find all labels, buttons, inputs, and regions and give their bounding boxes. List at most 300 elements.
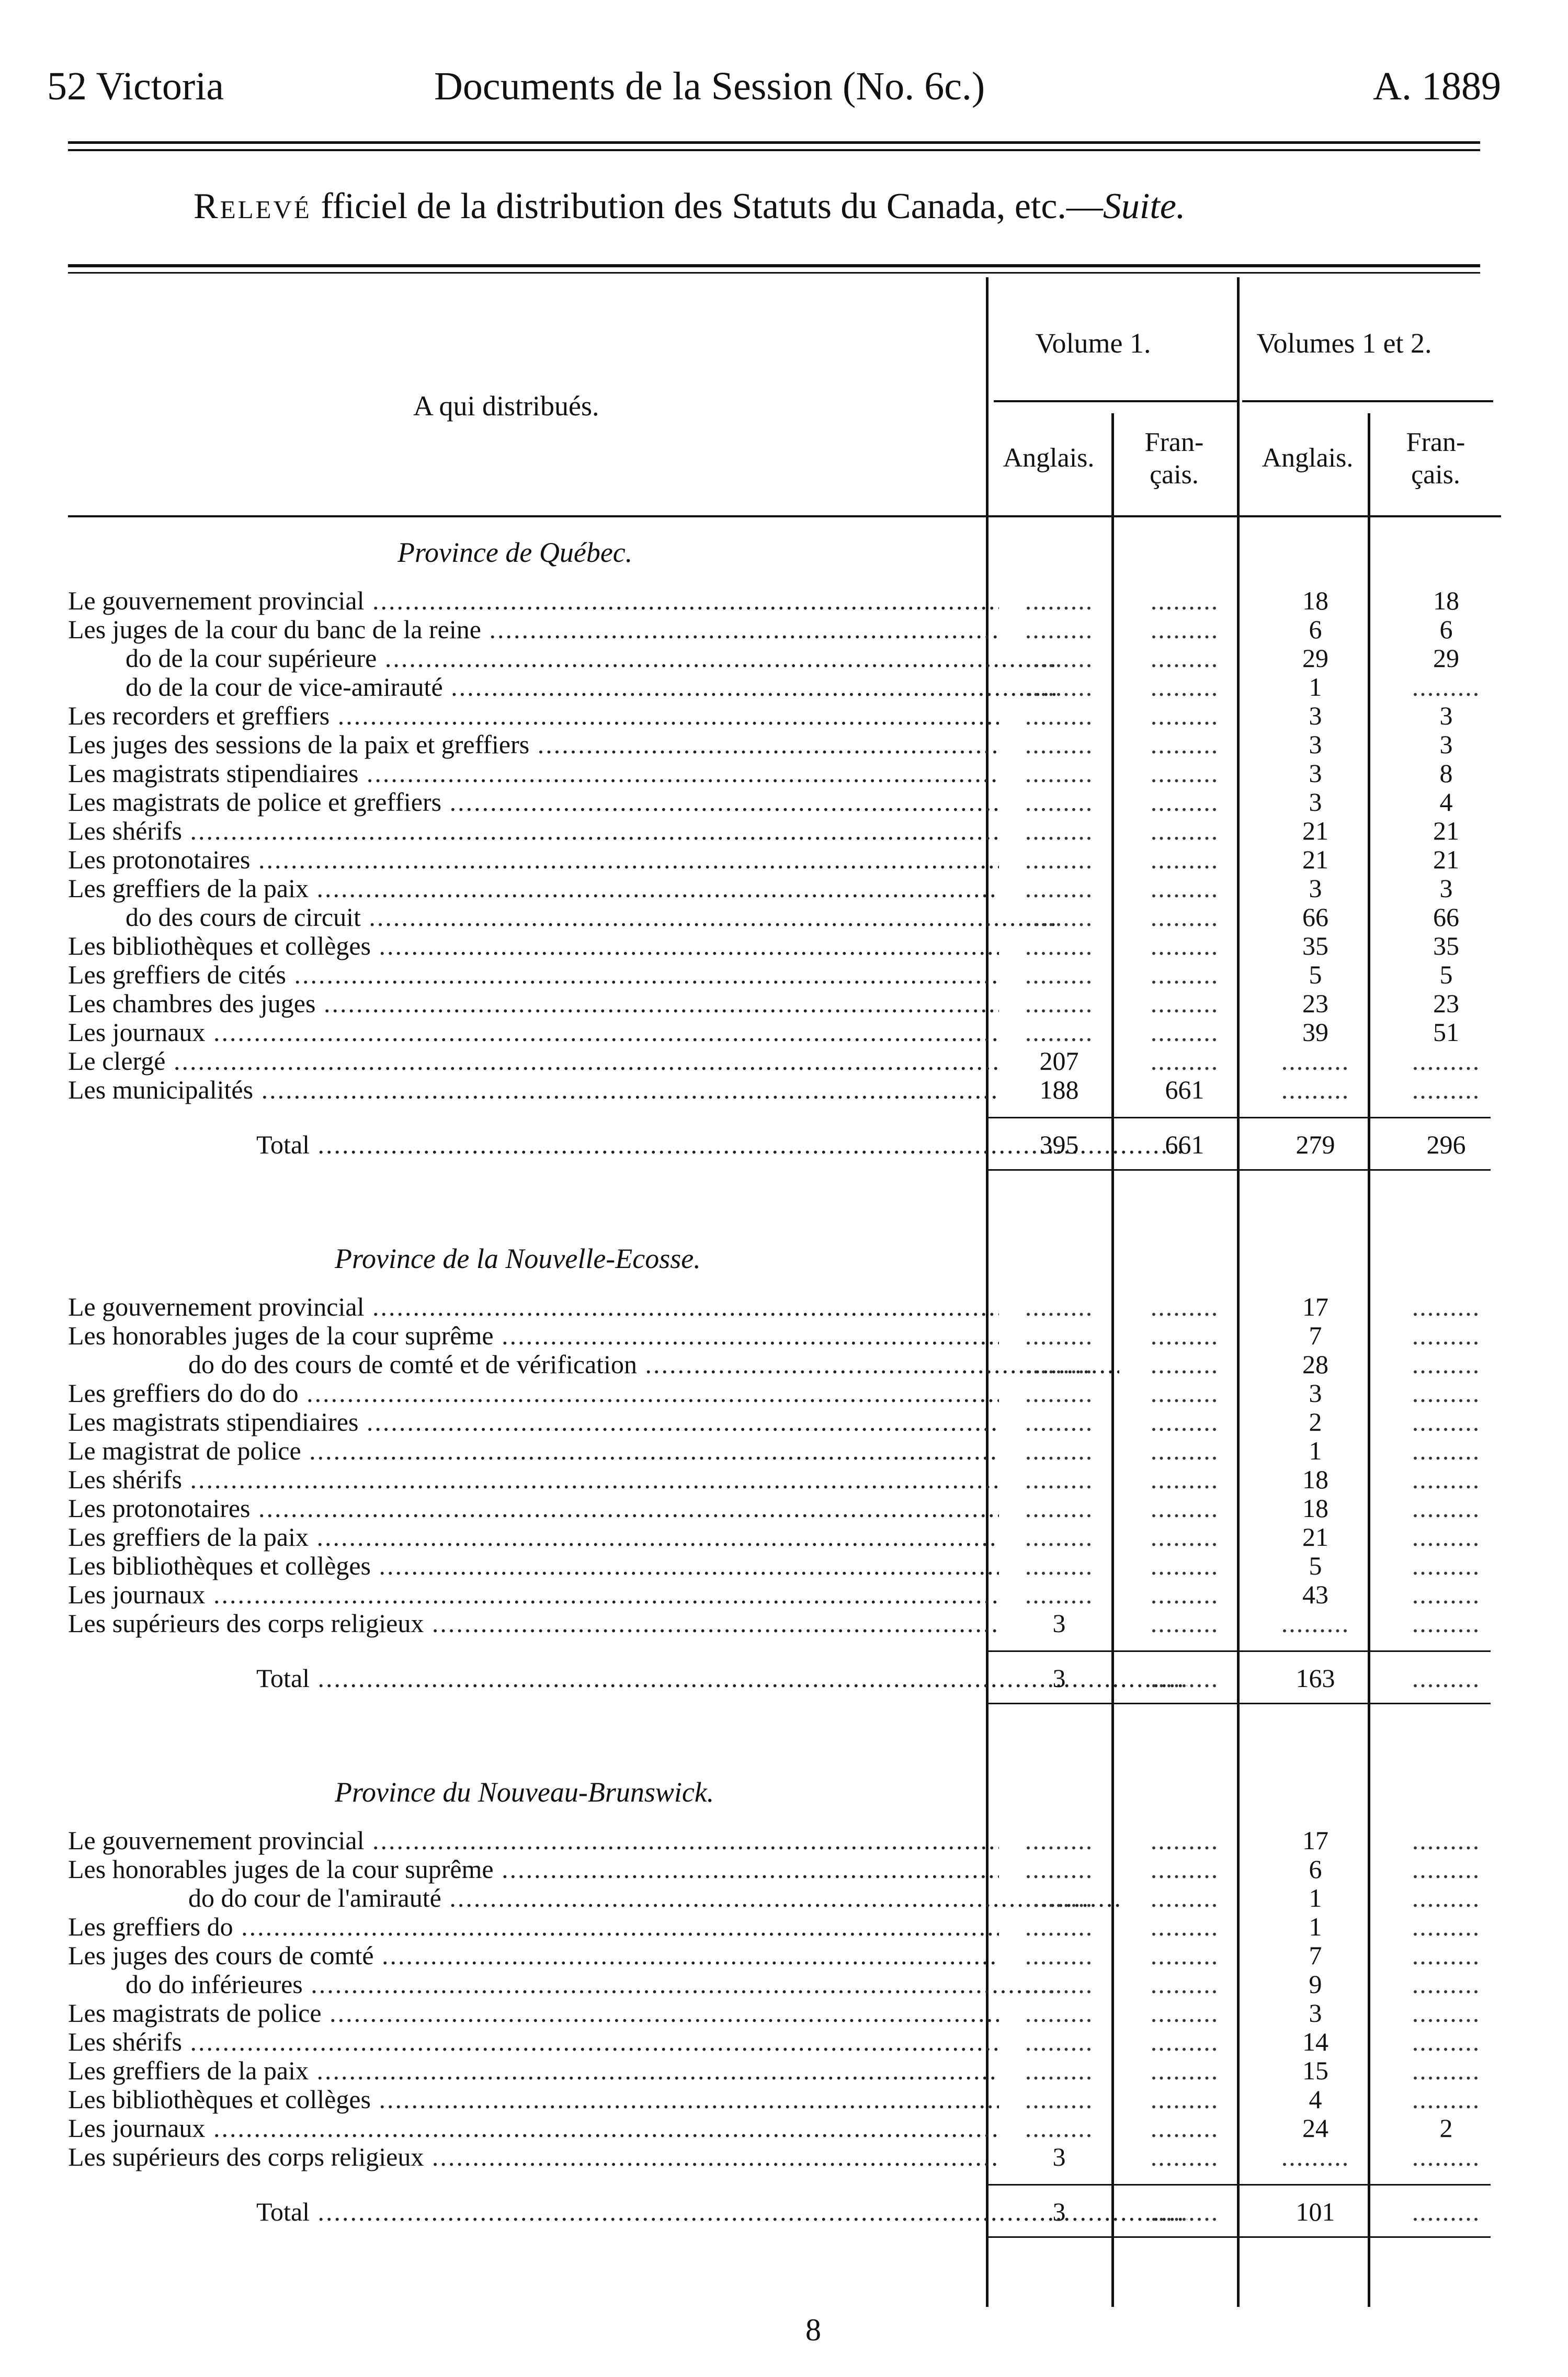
row-label: [68, 672, 1056, 701]
row-leader-dots: .........: [1150, 816, 1219, 845]
row-label: [68, 960, 999, 989]
row-label-text: Les magistrats stipendiaires .....: [68, 1407, 999, 1436]
table-row: [68, 730, 1491, 759]
row-leader-dots: .........: [1412, 1321, 1481, 1350]
total-bottom-rule: [988, 1703, 1491, 1704]
row-leader-dots: .........: [1150, 960, 1219, 989]
row-value: 9: [1309, 1969, 1322, 1999]
section-title: Province de la Nouvelle-Ecosse.: [335, 1243, 701, 1274]
table-row: [68, 1998, 1491, 2028]
row-leader-dots: .........: [1150, 615, 1219, 644]
table-row: [68, 2142, 1491, 2171]
table-row: [68, 1321, 1491, 1350]
total-value: 661: [1165, 1130, 1205, 1159]
row-leader-dots: .........: [1025, 1941, 1094, 1970]
group-header-volume1: Volume 1.: [1035, 327, 1151, 359]
row-leader-dots: .........: [1150, 931, 1219, 960]
row-leader-dots: .........: [1150, 1493, 1219, 1523]
row-leader-dots: .........: [1150, 2027, 1219, 2056]
row-value: 6: [1309, 615, 1322, 644]
row-label: [68, 1912, 999, 1941]
row-value: 51: [1433, 1017, 1459, 1047]
row-leader-dots: .........: [1150, 2142, 1219, 2171]
row-label-text: Le gouvernement provincial .....: [68, 586, 999, 615]
row-value: 3: [1439, 701, 1453, 730]
row-leader-dots: .........: [1412, 1969, 1481, 1999]
row-value: 66: [1302, 902, 1328, 932]
row-leader-dots: .........: [1412, 1551, 1481, 1580]
title-lead: Relevé: [194, 186, 312, 227]
row-leader-dots: .........: [1150, 845, 1219, 874]
row-label-text: Les shérifs .....: [68, 1465, 999, 1494]
table-row: [68, 2085, 1491, 2114]
row-label-text: do do des cours de comté et de vérification .....: [188, 1350, 1119, 1379]
total-leader-dots: .........: [1412, 2197, 1481, 2226]
row-label-text: Les bibliothèques et collèges .....: [68, 2085, 999, 2114]
row-value: 2: [1439, 2113, 1453, 2143]
row-label: [68, 2142, 999, 2171]
row-leader-dots: .........: [1150, 759, 1219, 788]
row-leader-dots: .........: [1412, 2085, 1481, 2114]
row-leader-dots: .........: [1150, 1522, 1219, 1552]
row-leader-dots: .........: [1150, 1378, 1219, 1408]
row-label-text: Les recorders et greffiers .....: [68, 701, 999, 730]
total-row: [68, 1663, 1491, 1693]
row-value: 14: [1302, 2027, 1328, 2056]
table-row: [68, 1075, 1491, 1104]
row-label-text: Le gouvernement provincial .....: [68, 1826, 999, 1855]
row-label-text: Le gouvernement provincial .....: [68, 1292, 999, 1321]
table-row: [68, 2056, 1491, 2085]
row-label: [68, 1378, 999, 1408]
row-leader-dots: .........: [1025, 615, 1094, 644]
col-header-anglais-2: Anglais.: [1262, 443, 1354, 473]
row-label: [68, 759, 999, 788]
row-label: [68, 1436, 999, 1465]
row-leader-dots: .........: [1150, 1580, 1219, 1609]
row-leader-dots: .........: [1281, 1609, 1350, 1638]
row-leader-dots: .........: [1025, 2085, 1094, 2114]
total-value: 3: [1052, 2197, 1066, 2226]
table-row: [68, 787, 1491, 817]
row-label: [68, 1075, 999, 1104]
row-leader-dots: .........: [1150, 701, 1219, 730]
row-leader-dots: .........: [1025, 1465, 1094, 1494]
row-leader-dots: .........: [1025, 759, 1094, 788]
table-title: [194, 183, 1449, 230]
row-leader-dots: .........: [1025, 1350, 1094, 1379]
row-leader-dots: .........: [1025, 1912, 1094, 1941]
row-label: [68, 701, 999, 730]
row-label-text: do de la cour de vice-amirauté .....: [126, 672, 1056, 701]
row-value: 35: [1302, 931, 1328, 960]
row-value: 2: [1309, 1407, 1322, 1436]
row-leader-dots: .........: [1025, 1969, 1094, 1999]
row-value: 39: [1302, 1017, 1328, 1047]
row-label-text: Les greffiers de la paix .....: [68, 1522, 999, 1552]
row-leader-dots: .........: [1150, 989, 1219, 1018]
row-leader-dots: .........: [1025, 2027, 1094, 2056]
total-leader-dots: .........: [1150, 2197, 1219, 2226]
row-leader-dots: .........: [1150, 1912, 1219, 1941]
row-leader-dots: .........: [1025, 1522, 1094, 1552]
row-leader-dots: .........: [1412, 1854, 1481, 1884]
row-value: 1: [1309, 672, 1322, 701]
total-rule: [988, 1650, 1491, 1652]
row-label: [68, 2113, 999, 2143]
row-label: [68, 586, 999, 615]
row-value: 3: [1309, 701, 1322, 730]
table-row: [68, 701, 1491, 730]
row-label-text: Les magistrats de police et greffiers .....: [68, 787, 999, 817]
table-row: [68, 1350, 1491, 1379]
row-leader-dots: .........: [1150, 1609, 1219, 1638]
page-header: [47, 63, 1501, 110]
row-value: 23: [1433, 989, 1459, 1018]
total-value: 279: [1296, 1130, 1335, 1159]
total-bottom-rule: [988, 1169, 1491, 1171]
total-value: 101: [1296, 2197, 1335, 2226]
table-row: [68, 2027, 1491, 2056]
row-leader-dots: .........: [1025, 1854, 1094, 1884]
row-leader-dots: .........: [1150, 1407, 1219, 1436]
table-row: [68, 1609, 1491, 1638]
row-leader-dots: .........: [1150, 1046, 1219, 1076]
row-label: [68, 730, 999, 759]
header-session: 52 Victoria: [47, 64, 224, 108]
row-leader-dots: .........: [1150, 1551, 1219, 1580]
row-label-text: Le clergé .....: [68, 1046, 999, 1076]
row-leader-dots: .........: [1025, 960, 1094, 989]
row-leader-dots: .........: [1412, 1493, 1481, 1523]
row-label-text: Les municipalités .....: [68, 1075, 999, 1104]
row-value: 7: [1309, 1941, 1322, 1970]
row-value: 3: [1309, 1378, 1322, 1408]
row-value: 3: [1309, 759, 1322, 788]
row-label: [68, 643, 1056, 673]
header-bottom-rule: [68, 515, 1501, 517]
row-label-text: Les greffiers do do do .....: [68, 1378, 999, 1408]
table-row: [68, 1551, 1491, 1580]
row-leader-dots: .........: [1025, 1551, 1094, 1580]
row-label-text: Les greffiers de la paix .....: [68, 2056, 999, 2085]
table-row: [68, 1017, 1491, 1047]
row-value: 17: [1302, 1292, 1328, 1321]
row-leader-dots: .........: [1025, 701, 1094, 730]
row-label-text: Les chambres des juges .....: [68, 989, 999, 1018]
row-value: 207: [1039, 1046, 1079, 1076]
table-row: [68, 586, 1491, 615]
row-leader-dots: .........: [1025, 931, 1094, 960]
total-value: 395: [1039, 1130, 1079, 1159]
total-bottom-rule: [988, 2236, 1491, 2238]
col-header-francais-2: [1373, 426, 1498, 491]
row-label: [68, 1551, 999, 1580]
row-label: [68, 1350, 1119, 1379]
table-row: [68, 1378, 1491, 1408]
row-leader-dots: .........: [1412, 1436, 1481, 1465]
row-value: 1: [1309, 1436, 1322, 1465]
row-leader-dots: .........: [1025, 1407, 1094, 1436]
row-value: 18: [1302, 1493, 1328, 1523]
row-leader-dots: .........: [1025, 787, 1094, 817]
title-rest: fficiel de la distribution des Statuts du Canada, etc.—: [311, 186, 1103, 227]
group-header-volumes12: Volumes 1 et 2.: [1256, 327, 1432, 359]
row-label: [68, 1407, 999, 1436]
row-label-text: Les magistrats de police .....: [68, 1998, 999, 2028]
row-label: [68, 1941, 999, 1970]
table-row: [68, 1941, 1491, 1970]
table-row: [68, 1493, 1491, 1523]
row-label: [68, 615, 999, 644]
row-leader-dots: .........: [1281, 1075, 1350, 1104]
col-header-francais-line2: çais.: [1150, 460, 1199, 490]
table-row: [68, 960, 1491, 989]
section-title: Province de Québec.: [397, 537, 633, 568]
row-value: 23: [1302, 989, 1328, 1018]
row-value: 3: [1309, 787, 1322, 817]
row-label: [68, 1321, 999, 1350]
table-row: [68, 1292, 1491, 1321]
row-leader-dots: .........: [1412, 2056, 1481, 2085]
table-row: [68, 1522, 1491, 1552]
col-header-francais-line1: Fran-: [1144, 427, 1204, 457]
row-label: [68, 2027, 999, 2056]
section-title: Province du Nouveau-Brunswick.: [335, 1776, 714, 1808]
row-value: 15: [1302, 2056, 1328, 2085]
row-label-text: Les protonotaires .....: [68, 845, 999, 874]
total-value: 296: [1426, 1130, 1466, 1159]
row-leader-dots: .........: [1025, 643, 1094, 673]
row-leader-dots: .........: [1150, 1292, 1219, 1321]
table-row: [68, 1046, 1491, 1076]
row-leader-dots: .........: [1025, 1017, 1094, 1047]
row-leader-dots: .........: [1150, 1998, 1219, 2028]
row-leader-dots: .........: [1150, 1465, 1219, 1494]
col-header-francais2-line1: Fran-: [1406, 427, 1465, 457]
row-value: 29: [1433, 643, 1459, 673]
row-label: [68, 816, 999, 845]
row-leader-dots: .........: [1150, 1017, 1219, 1047]
total-rule: [988, 1117, 1491, 1118]
row-leader-dots: .........: [1025, 2113, 1094, 2143]
row-label-text: Les journaux .....: [68, 1017, 999, 1047]
row-leader-dots: .........: [1150, 1350, 1219, 1379]
table-row: [68, 615, 1491, 644]
table-row: [68, 643, 1491, 673]
row-value: 21: [1433, 816, 1459, 845]
row-label: [68, 787, 999, 817]
row-leader-dots: .........: [1150, 1969, 1219, 1999]
title-rule-2: [68, 272, 1480, 274]
table-row: [68, 874, 1491, 903]
row-leader-dots: .........: [1412, 1465, 1481, 1494]
row-label-text: do do cour de l'amirauté .....: [188, 1883, 1119, 1912]
row-leader-dots: .........: [1150, 1436, 1219, 1465]
row-leader-dots: .........: [1025, 2056, 1094, 2085]
total-row: [68, 1130, 1491, 1159]
header-rule-2: [68, 149, 1480, 151]
table-row: [68, 672, 1491, 701]
row-label-text: do do inférieures .....: [126, 1969, 1056, 1999]
row-leader-dots: .........: [1412, 1046, 1481, 1076]
total-leader-dots: .........: [1150, 1663, 1219, 1693]
group-underline-1: [994, 400, 1240, 402]
row-label: [68, 1522, 999, 1552]
table-row: [68, 931, 1491, 960]
row-label-text: Les greffiers do .....: [68, 1912, 999, 1941]
row-leader-dots: .........: [1412, 2027, 1481, 2056]
col-header-francais: [1114, 426, 1234, 491]
row-label: [68, 845, 999, 874]
row-label-text: Les supérieurs des corps religieux .....: [68, 1609, 999, 1638]
row-label-text: Les bibliothèques et collèges .....: [68, 1551, 999, 1580]
row-value: 35: [1433, 931, 1459, 960]
row-value: 21: [1302, 1522, 1328, 1552]
row-leader-dots: .........: [1412, 1378, 1481, 1408]
row-label: [68, 1854, 999, 1884]
row-leader-dots: .........: [1412, 1075, 1481, 1104]
row-label-text: do des cours de circuit .....: [126, 902, 1056, 932]
row-value: 28: [1302, 1350, 1328, 1379]
row-leader-dots: .........: [1025, 1292, 1094, 1321]
row-label-text: Les juges des cours de comté .....: [68, 1941, 999, 1970]
row-label: [68, 1609, 999, 1638]
row-label: [68, 1493, 999, 1523]
row-leader-dots: .........: [1025, 1998, 1094, 2028]
table-row: [68, 1465, 1491, 1494]
row-value: 4: [1439, 787, 1453, 817]
row-value: 8: [1439, 759, 1453, 788]
row-label-text: Les protonotaires .....: [68, 1493, 999, 1523]
row-value: 188: [1039, 1075, 1079, 1104]
row-leader-dots: .........: [1150, 1321, 1219, 1350]
row-leader-dots: .........: [1150, 787, 1219, 817]
row-label: [68, 931, 999, 960]
row-value: 3: [1052, 1609, 1066, 1638]
row-label-text: Le magistrat de police .....: [68, 1436, 999, 1465]
row-leader-dots: .........: [1025, 845, 1094, 874]
row-leader-dots: .........: [1025, 730, 1094, 759]
page-number: 8: [805, 2313, 821, 2347]
total-value: 163: [1296, 1663, 1335, 1693]
row-label: [68, 2085, 999, 2114]
row-leader-dots: .........: [1150, 902, 1219, 932]
row-value: 6: [1439, 615, 1453, 644]
row-label: [68, 1580, 999, 1609]
row-leader-dots: .........: [1412, 1407, 1481, 1436]
col-header-anglais: Anglais.: [1003, 443, 1095, 473]
row-value: 24: [1302, 2113, 1328, 2143]
table-row: [68, 1826, 1491, 1855]
row-value: 18: [1302, 1465, 1328, 1494]
row-leader-dots: .........: [1412, 1292, 1481, 1321]
row-value: 3: [1309, 1998, 1322, 2028]
col-header-francais2-line2: çais.: [1411, 460, 1460, 490]
group-underline-2: [1242, 400, 1493, 402]
row-leader-dots: .........: [1412, 1609, 1481, 1638]
row-value: 21: [1302, 816, 1328, 845]
row-leader-dots: .........: [1412, 2142, 1481, 2171]
row-leader-dots: .........: [1412, 1883, 1481, 1912]
row-label-text: Les journaux .....: [68, 2113, 999, 2143]
table-row: [68, 902, 1491, 932]
row-value: 4: [1309, 2085, 1322, 2114]
row-leader-dots: .........: [1025, 902, 1094, 932]
table-row: [68, 1912, 1491, 1941]
row-leader-dots: .........: [1412, 1941, 1481, 1970]
row-leader-dots: .........: [1025, 1493, 1094, 1523]
row-leader-dots: .........: [1412, 672, 1481, 701]
table-row: [68, 1854, 1491, 1884]
row-leader-dots: .........: [1025, 672, 1094, 701]
row-leader-dots: .........: [1412, 1826, 1481, 1855]
table-row: [68, 759, 1491, 788]
row-value: 18: [1433, 586, 1459, 615]
row-label-text: Les shérifs .....: [68, 2027, 999, 2056]
row-value: 43: [1302, 1580, 1328, 1609]
total-value: 3: [1052, 1663, 1066, 1693]
row-value: 661: [1165, 1075, 1205, 1104]
total-rule: [988, 2184, 1491, 2186]
row-value: 1: [1309, 1883, 1322, 1912]
row-label: [68, 1969, 1056, 1999]
row-leader-dots: .........: [1412, 1580, 1481, 1609]
row-leader-dots: .........: [1150, 2056, 1219, 2085]
row-leader-dots: .........: [1025, 586, 1094, 615]
row-leader-dots: .........: [1150, 586, 1219, 615]
table-row: [68, 845, 1491, 874]
row-leader-dots: .........: [1150, 643, 1219, 673]
stub-header: A qui distribués.: [413, 390, 599, 422]
row-label: [68, 1998, 999, 2028]
row-value: 5: [1309, 1551, 1322, 1580]
row-label: [68, 874, 999, 903]
header-year: A. 1889: [1373, 64, 1501, 108]
total-leader-dots: .........: [1412, 1663, 1481, 1693]
row-label-text: Les supérieurs des corps religieux .....: [68, 2142, 999, 2171]
table-row: [68, 816, 1491, 845]
title-suite: Suite.: [1103, 186, 1186, 227]
row-leader-dots: .........: [1025, 1436, 1094, 1465]
row-label: [68, 1292, 999, 1321]
row-label: [68, 2056, 999, 2085]
row-leader-dots: .........: [1025, 874, 1094, 903]
row-leader-dots: .........: [1412, 1912, 1481, 1941]
total-label-text: Total .....: [256, 1663, 1187, 1693]
row-leader-dots: .........: [1025, 816, 1094, 845]
total-row: [68, 2197, 1491, 2226]
row-label-text: Les greffiers de cités .....: [68, 960, 999, 989]
row-value: 3: [1439, 730, 1453, 759]
table-row: [68, 1407, 1491, 1436]
header-document-title: Documents de la Session (No. 6c.): [434, 64, 985, 108]
row-leader-dots: .........: [1150, 1883, 1219, 1912]
row-value: 17: [1302, 1826, 1328, 1855]
row-leader-dots: .........: [1025, 1378, 1094, 1408]
row-leader-dots: .........: [1412, 1998, 1481, 2028]
row-label-text: Les honorables juges de la cour suprême .....: [68, 1854, 999, 1884]
row-leader-dots: .........: [1412, 1522, 1481, 1552]
row-label: [68, 1883, 1119, 1912]
row-leader-dots: .........: [1281, 2142, 1350, 2171]
total-label-text: Total .....: [256, 1130, 1187, 1159]
row-value: 3: [1309, 874, 1322, 903]
row-value: 5: [1439, 960, 1453, 989]
row-leader-dots: .........: [1150, 1941, 1219, 1970]
row-value: 6: [1309, 1854, 1322, 1884]
row-label-text: Les juges des sessions de la paix et greffiers .....: [68, 730, 999, 759]
